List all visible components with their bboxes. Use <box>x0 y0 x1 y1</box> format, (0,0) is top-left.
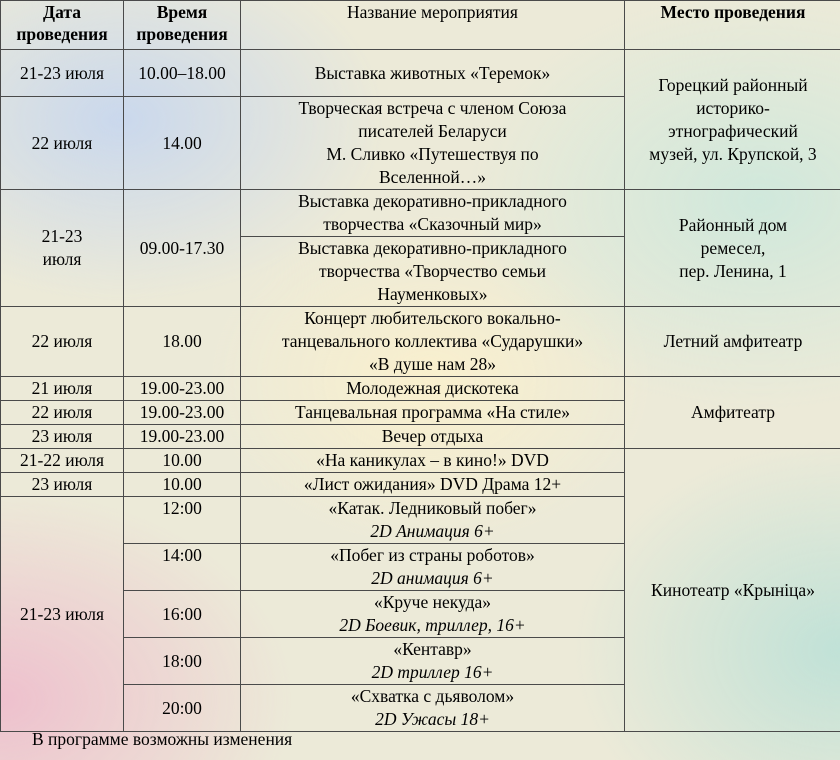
table-row <box>1 50 840 97</box>
time-cell: 12:00 <box>124 497 241 544</box>
time-cell: 18.00 <box>124 307 241 377</box>
event-cell: Творческая встреча с членом Союза писателей Беларуси М. Сливко «Путешествуя по Вселенной…» <box>241 97 625 190</box>
event-cell: «Побег из страны роботов» 2D анимация 6+ <box>241 544 625 591</box>
time-cell: 19.00-23.00 <box>124 401 241 425</box>
time-cell: 19.00-23.00 <box>124 425 241 449</box>
venue-cell: Летний амфитеатр <box>625 307 840 377</box>
event-cell: Выставка декоративно-прикладного творчества «Творчество семьи Науменковых» <box>241 237 625 307</box>
time-cell: 10.00 <box>124 449 241 473</box>
time-cell: 09.00-17.30 <box>124 190 241 307</box>
table-row <box>1 190 840 237</box>
event-cell: Танцевальная программа «На стиле» <box>241 401 625 425</box>
date-cell: 23 июля <box>1 425 124 449</box>
time-cell: 16:00 <box>124 591 241 638</box>
table-row <box>1 449 840 473</box>
venue-cell: Районный дом ремесел, пер. Ленина, 1 <box>625 190 840 307</box>
event-cell: «Схватка с дьяволом» 2D Ужасы 18+ <box>241 685 625 732</box>
event-cell: Вечер отдыха <box>241 425 625 449</box>
time-cell: 10.00 <box>124 473 241 497</box>
footer-note: В программе возможны изменения <box>32 729 293 749</box>
time-cell: 20:00 <box>124 685 241 732</box>
header-time: Время проведения <box>124 1 241 50</box>
time-cell: 14:00 <box>124 544 241 591</box>
header-row <box>1 1 840 50</box>
venue-cell: Амфитеатр <box>625 377 840 449</box>
date-cell: 22 июля <box>1 97 124 190</box>
header-event: Название мероприятия <box>241 1 625 50</box>
date-cell: 22 июля <box>1 307 124 377</box>
event-cell: «Круче некуда» 2D Боевик, триллер, 16+ <box>241 591 625 638</box>
event-cell: Выставка животных «Теремок» <box>241 50 625 97</box>
date-cell: 23 июля <box>1 473 124 497</box>
time-cell: 19.00-23.00 <box>124 377 241 401</box>
event-cell: «Катак. Ледниковый побег» 2D Анимация 6+ <box>241 497 625 544</box>
event-cell: Концерт любительского вокально- танцевального коллектива «Сударушки» «В душе нам 28» <box>241 307 625 377</box>
event-cell: «Лист ожидания» DVD Драма 12+ <box>241 473 625 497</box>
time-cell: 10.00–18.00 <box>124 50 241 97</box>
table-row <box>1 377 840 401</box>
header-venue: Место проведения <box>625 1 840 50</box>
date-cell: 21-23 июля <box>1 50 124 97</box>
date-cell: 21-23 июля <box>1 497 124 732</box>
date-cell: 21 июля <box>1 377 124 401</box>
event-cell: «На каникулах – в кино!» DVD <box>241 449 625 473</box>
date-cell: 22 июля <box>1 401 124 425</box>
venue-cell: Кинотеатр «Крыніца» <box>625 449 840 732</box>
event-cell: «Кентавр» 2D триллер 16+ <box>241 638 625 685</box>
header-date: Дата проведения <box>1 1 124 50</box>
date-cell: 21-22 июля <box>1 449 124 473</box>
event-cell: Выставка декоративно-прикладного творчества «Сказочный мир» <box>241 190 625 237</box>
time-cell: 14.00 <box>124 97 241 190</box>
event-cell: Молодежная дискотека <box>241 377 625 401</box>
date-cell: 21-23 июля <box>1 190 124 307</box>
time-cell: 18:00 <box>124 638 241 685</box>
table-row <box>1 307 840 377</box>
venue-cell: Горецкий районный историко- этнографический музей, ул. Крупской, 3 <box>625 50 840 190</box>
